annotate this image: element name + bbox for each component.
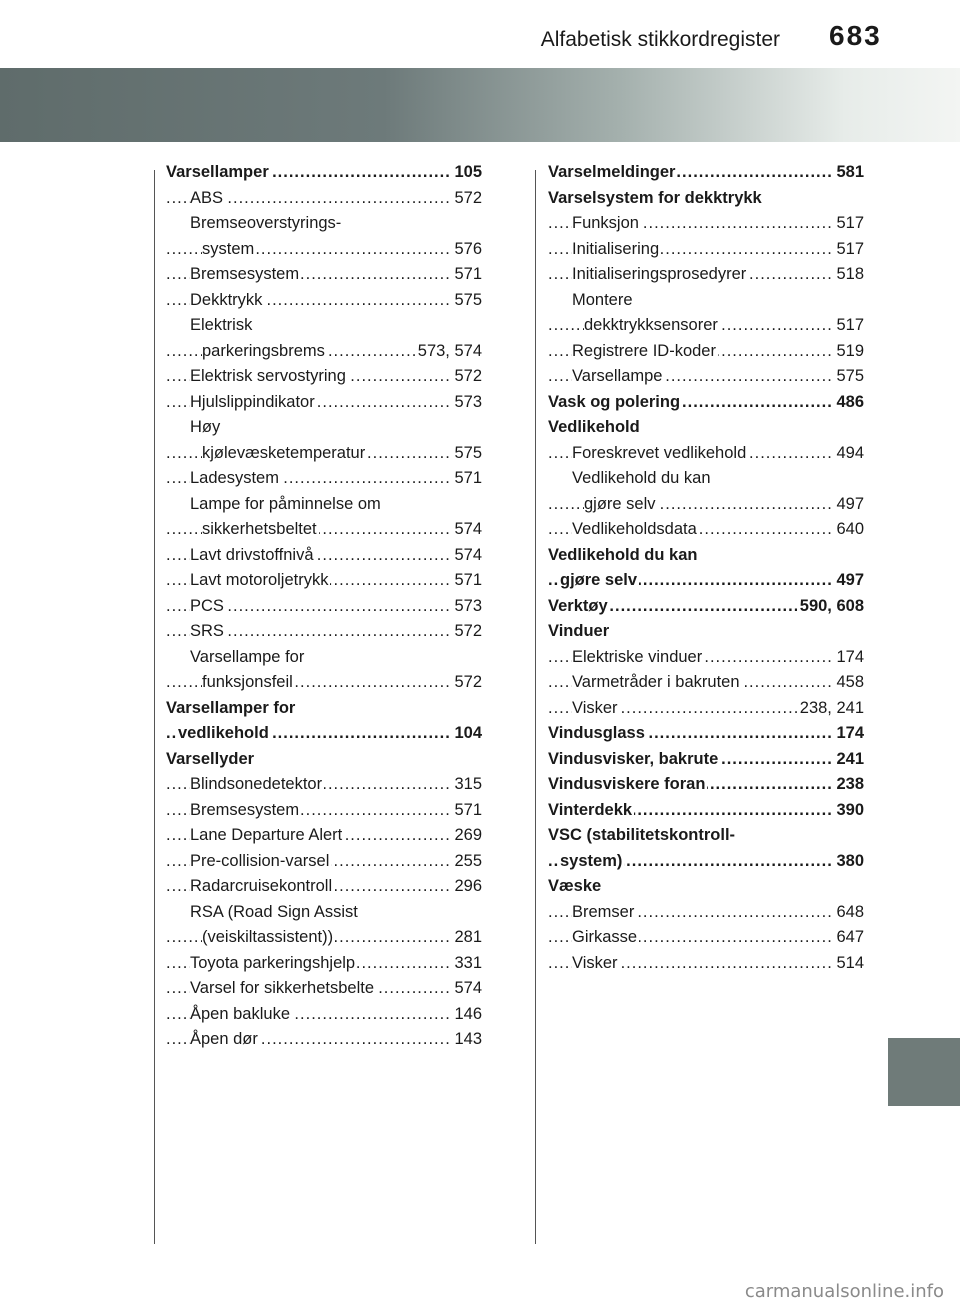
- entry-term: Varsellampe for: [190, 647, 305, 666]
- entry-page-ref: 486: [833, 390, 864, 416]
- entry-page-ref: 572: [451, 670, 482, 696]
- entry-term: Montere: [572, 290, 633, 309]
- entry-term: Vedlikehold du kan: [572, 469, 711, 487]
- entry-term: sikkerhetsbeltet: [202, 520, 317, 538]
- index-entry: [548, 619, 864, 645]
- index-entry: [166, 543, 482, 569]
- entry-term: Girkasse: [572, 928, 638, 946]
- index-entry: [166, 721, 482, 747]
- entry-term: Vedlikehold: [548, 418, 640, 436]
- entry-term: PCS: [190, 596, 224, 615]
- entry-term: Varselmeldinger: [548, 163, 676, 181]
- index-entry: [166, 874, 482, 900]
- entry-page-ref: 571: [451, 466, 482, 492]
- entry-term: gjøre selv: [584, 494, 656, 513]
- index-entry: [166, 517, 482, 543]
- entry-page-ref: 514: [833, 951, 864, 977]
- entry-page-ref: 573: [451, 594, 482, 620]
- index-entry: [548, 798, 864, 824]
- index-entry: [548, 670, 864, 696]
- entry-page-ref: 572: [451, 619, 482, 645]
- entry-page-ref: 281: [451, 925, 482, 951]
- section-title: Alfabetisk stikkordregister: [540, 28, 780, 51]
- entry-term: Varselsystem for dekktrykk: [548, 188, 762, 207]
- index-entry: [548, 696, 864, 722]
- entry-page-ref: 458: [833, 670, 864, 696]
- index-entry: [548, 849, 864, 875]
- index-entry: [548, 262, 864, 288]
- entry-page-ref: 143: [451, 1027, 482, 1053]
- index-column-left: [166, 160, 482, 1053]
- index-entry: [548, 517, 864, 543]
- entry-page-ref: 581: [833, 160, 864, 186]
- entry-page-ref: 390: [833, 798, 864, 824]
- index-entry: [166, 492, 482, 518]
- entry-term: Lavt motoroljetrykk: [190, 571, 329, 589]
- index-entry: [548, 721, 864, 747]
- entry-page-ref: 104: [451, 721, 482, 747]
- entry-term: Høy: [190, 418, 221, 436]
- entry-term: Vedlikehold du kan: [548, 545, 698, 564]
- entry-term: ABS: [190, 188, 224, 207]
- index-entry: [166, 976, 482, 1002]
- entry-page-ref: 497: [833, 492, 864, 518]
- index-entry: [166, 288, 482, 314]
- entry-term: Verktøy: [548, 596, 608, 615]
- index-entry: [548, 237, 864, 263]
- entry-term: Elektrisk servostyring: [190, 367, 346, 385]
- entry-term: Elektrisk: [190, 316, 253, 334]
- entry-page-ref: 573, 574: [415, 339, 482, 365]
- entry-page-ref: 331: [451, 951, 482, 977]
- index-entry: [166, 160, 482, 186]
- index-entry: [166, 262, 482, 288]
- entry-page-ref: 517: [833, 211, 864, 237]
- index-entry: [166, 594, 482, 620]
- entry-page-ref: 238, 241: [797, 696, 864, 722]
- index-entry: [548, 543, 864, 569]
- index-entry: [548, 466, 864, 492]
- page-number: 683: [829, 20, 882, 51]
- index-entry: [166, 645, 482, 671]
- entry-term: vedlikehold: [178, 724, 269, 742]
- entry-term: Blindsonedetektor: [190, 775, 323, 793]
- index-entry: [548, 211, 864, 237]
- entry-term: Visker: [572, 953, 618, 972]
- index-entry: [548, 160, 864, 186]
- entry-page-ref: 576: [451, 237, 482, 263]
- column-rule-left: [154, 170, 155, 1244]
- entry-term: Bremsesystem: [190, 265, 300, 283]
- entry-term: Lane Departure Alert: [190, 826, 343, 844]
- entry-page-ref: 105: [451, 160, 482, 186]
- entry-term: RSA (Road Sign Assist: [190, 902, 358, 921]
- entry-page-ref: 590, 608: [797, 594, 864, 620]
- index-column-right: [548, 160, 864, 976]
- entry-term: Visker: [572, 698, 618, 717]
- index-entry: [166, 313, 482, 339]
- entry-page-ref: 238: [833, 772, 864, 798]
- index-entry: [548, 568, 864, 594]
- entry-term: Initialisering: [572, 239, 660, 258]
- entry-term: Hjulslippindikator: [190, 392, 315, 411]
- entry-term: SRS: [190, 622, 224, 640]
- entry-term: Vindusglass: [548, 724, 645, 742]
- entry-page-ref: 571: [451, 798, 482, 824]
- entry-term: Vask og polering: [548, 392, 681, 411]
- entry-term: kjølevæsketemperatur: [202, 443, 366, 462]
- index-entry: [548, 874, 864, 900]
- index-entry: [166, 186, 482, 212]
- index-entry: [548, 390, 864, 416]
- entry-page-ref: 575: [451, 288, 482, 314]
- entry-page-ref: 296: [451, 874, 482, 900]
- entry-term: Toyota parkeringshjelp: [190, 953, 356, 972]
- index-entry: [166, 339, 482, 365]
- entry-term: Åpen dør: [190, 1030, 258, 1048]
- index-entry: [548, 492, 864, 518]
- entry-page-ref: 518: [833, 262, 864, 288]
- entry-page-ref: 574: [451, 543, 482, 569]
- column-rule-right: [535, 170, 536, 1244]
- index-entry: [548, 925, 864, 951]
- entry-term: Varmetråder i bakruten: [572, 673, 740, 691]
- entry-page-ref: 572: [451, 186, 482, 212]
- entry-term: Ladesystem: [190, 469, 279, 487]
- entry-term: funksjonsfeil: [202, 673, 293, 691]
- entry-page-ref: 640: [833, 517, 864, 543]
- index-entry: [166, 849, 482, 875]
- entry-term: Varsellampe: [572, 367, 663, 385]
- entry-page-ref: 575: [833, 364, 864, 390]
- index-entry: [166, 925, 482, 951]
- entry-term: gjøre selv: [560, 571, 638, 589]
- index-entry: [166, 1002, 482, 1028]
- index-entry: [548, 747, 864, 773]
- entry-term: Vindusviskere foran: [548, 775, 706, 793]
- entry-term: Varsellamper: [166, 163, 269, 181]
- entry-page-ref: 146: [451, 1002, 482, 1028]
- entry-term: Elektriske vinduer: [572, 647, 703, 666]
- watermark: carmanualsonline.info: [744, 1281, 944, 1302]
- entry-page-ref: 572: [451, 364, 482, 390]
- entry-term: Varsellamper for: [166, 698, 296, 717]
- index-entry: [166, 696, 482, 722]
- index-entry: [548, 645, 864, 671]
- entry-page-ref: 380: [833, 849, 864, 875]
- entry-page-ref: 574: [451, 517, 482, 543]
- entry-page-ref: 517: [833, 237, 864, 263]
- entry-term: Varsel for sikkerhetsbelte: [190, 979, 375, 997]
- entry-term: parkeringsbrems: [202, 341, 325, 360]
- entry-term: Vindusvisker, bakrute: [548, 749, 719, 768]
- entry-term: VSC (stabilitetskontroll-: [548, 826, 736, 844]
- index-entry: [166, 364, 482, 390]
- entry-term: Vinduer: [548, 622, 610, 640]
- index-entry: [166, 823, 482, 849]
- entry-term: Lavt drivstoffnivå: [190, 545, 314, 564]
- entry-page-ref: 575: [451, 441, 482, 467]
- entry-term: Radarcruisekontroll: [190, 877, 333, 895]
- entry-term: Væske: [548, 877, 602, 895]
- entry-page-ref: 497: [833, 568, 864, 594]
- index-entry: [166, 747, 482, 773]
- index-entry: [166, 619, 482, 645]
- index-entry: [166, 772, 482, 798]
- index-entry: [166, 1027, 482, 1053]
- index-entry: [548, 900, 864, 926]
- entry-page-ref: 648: [833, 900, 864, 926]
- index-entry: [548, 772, 864, 798]
- entry-term: system): [560, 851, 623, 870]
- entry-page-ref: 517: [833, 313, 864, 339]
- entry-page-ref: 574: [451, 976, 482, 1002]
- index-entry: [548, 186, 864, 212]
- entry-page-ref: 647: [833, 925, 864, 951]
- index-entry: [166, 441, 482, 467]
- entry-page-ref: 315: [451, 772, 482, 798]
- entry-term: Pre-collision-varsel: [190, 851, 330, 870]
- index-entry: [548, 441, 864, 467]
- index-entry: [166, 390, 482, 416]
- entry-term: (veiskiltassistent)): [202, 928, 334, 946]
- index-entry: [548, 951, 864, 977]
- entry-page-ref: 241: [833, 747, 864, 773]
- index-entry: [548, 594, 864, 620]
- entry-page-ref: 494: [833, 441, 864, 467]
- entry-term: Åpen bakluke: [190, 1004, 290, 1023]
- entry-page-ref: 174: [833, 721, 864, 747]
- entry-term: Funksjon: [572, 214, 639, 232]
- index-entry: [166, 951, 482, 977]
- entry-term: Lampe for påminnelse om: [190, 494, 381, 513]
- index-entry: [548, 415, 864, 441]
- entry-page-ref: 573: [451, 390, 482, 416]
- entry-term: Bremsesystem: [190, 800, 300, 819]
- entry-page-ref: 269: [451, 823, 482, 849]
- index-entry: [166, 900, 482, 926]
- page-header: [0, 0, 960, 62]
- entry-term: Bremser: [572, 902, 635, 921]
- index-entry: [548, 339, 864, 365]
- entry-term: Foreskrevet vedlikehold: [572, 443, 747, 462]
- entry-term: system: [202, 239, 255, 258]
- index-entry: [166, 211, 482, 237]
- index-entry: [548, 288, 864, 314]
- entry-term: dekktrykksensorer: [584, 316, 718, 334]
- entry-term: Vinterdekk: [548, 800, 633, 819]
- entry-term: Varsellyder: [166, 749, 255, 768]
- index-entry: [548, 364, 864, 390]
- index-entry: [166, 237, 482, 263]
- entry-term: Bremseoverstyrings-: [190, 214, 342, 232]
- index-entry: [166, 466, 482, 492]
- thumb-tab: [888, 1038, 960, 1106]
- entry-term: Registrere ID-koder: [572, 341, 716, 360]
- index-entry: [166, 670, 482, 696]
- entry-page-ref: 519: [833, 339, 864, 365]
- entry-page-ref: 571: [451, 568, 482, 594]
- entry-page-ref: 571: [451, 262, 482, 288]
- index-entry: [166, 415, 482, 441]
- header-band: [0, 68, 960, 142]
- entry-page-ref: 255: [451, 849, 482, 875]
- index-entry: [166, 798, 482, 824]
- index-entry: [548, 313, 864, 339]
- entry-page-ref: 174: [833, 645, 864, 671]
- index-entry: [548, 823, 864, 849]
- entry-term: Initialiseringsprosedyrer: [572, 265, 747, 283]
- index-entry: [166, 568, 482, 594]
- entry-term: Dekktrykk: [190, 290, 263, 309]
- entry-term: Vedlikeholdsdata: [572, 520, 697, 538]
